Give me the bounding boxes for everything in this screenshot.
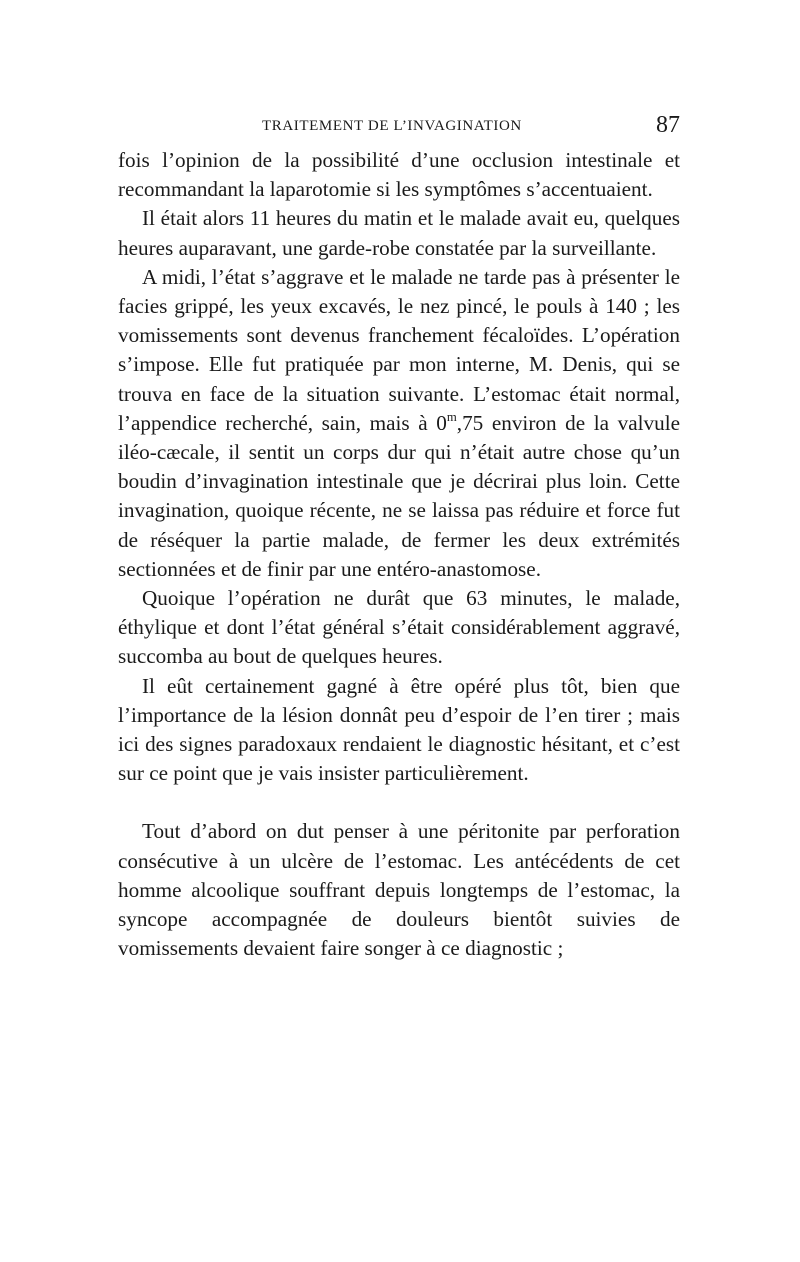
- book-page: [118, 112, 680, 963]
- paragraph: Quoique l’opération ne durât que 63 minutes, le malade, éthylique et dont l’état général s’était considérablement aggravé, succomba au bout de quelques heures.: [118, 586, 680, 669]
- paragraph: Il était alors 11 heures du matin et le malade avait eu, quelques heures auparavant, une garde-robe constatée par la surveillante.: [118, 206, 680, 260]
- running-title: TRAITEMENT DE L’INVAGINATION: [262, 118, 522, 134]
- measurement-text: mais à 0: [369, 410, 447, 435]
- paragraph-operation-end: ,75 environ de la valvule iléo-cæcale, il sentit un corps dur qui n’était autre chose qu’un boudin d’invagination intestinale que je décrirai plus loin. Cette invagination, quoique récente, ne se laissa pas réduire et force fut de réséquer la partie malade, de fermer les deux extrémités sectionnées et de finir par une entéro-anastomose.: [118, 410, 680, 581]
- paragraph: Tout d’abord on dut penser à une péritonite par perforation consécutive à un ulcère de l’estomac. Les antécédents de cet homme alcoolique souffrant depuis longtemps de l’estomac, la syncope accompagnée de douleurs bientôt suivies de vomissements devaient faire songer à ce diagnostic ;: [118, 819, 680, 961]
- page-number: 87: [656, 112, 680, 138]
- page-header: [118, 112, 680, 146]
- paragraph-operation-start: A midi, l’état s’aggrave et le malade ne tarde pas à présenter le facies grippé, les yeux excavés, le nez pincé, le pouls à 140 ; les vomissements sont devenus franchement fécaloïdes. L’opération s’impose. Elle fut pratiquée par mon interne, M. Denis, qui se trouva en face de la situation suivante. L’estomac était normal, l’appendice recherché, sain,: [118, 264, 680, 435]
- paragraph-continuation: fois l’opinion de la possibilité d’une occlusion intestinale et recommandant la laparotomie si les symptômes s’accentuaient.: [118, 148, 680, 202]
- unit-superscript: m: [446, 409, 457, 424]
- paragraph: Il eût certainement gagné à être opéré plus tôt, bien que l’importance de la lésion donnât peu d’espoir de l’en tirer ; mais ici des signes paradoxaux rendaient le diagnostic hésitant, et c’est sur ce point que je vais insister particulièrement.: [118, 673, 680, 786]
- body-text: [118, 146, 680, 963]
- paragraph-operation: [118, 263, 680, 584]
